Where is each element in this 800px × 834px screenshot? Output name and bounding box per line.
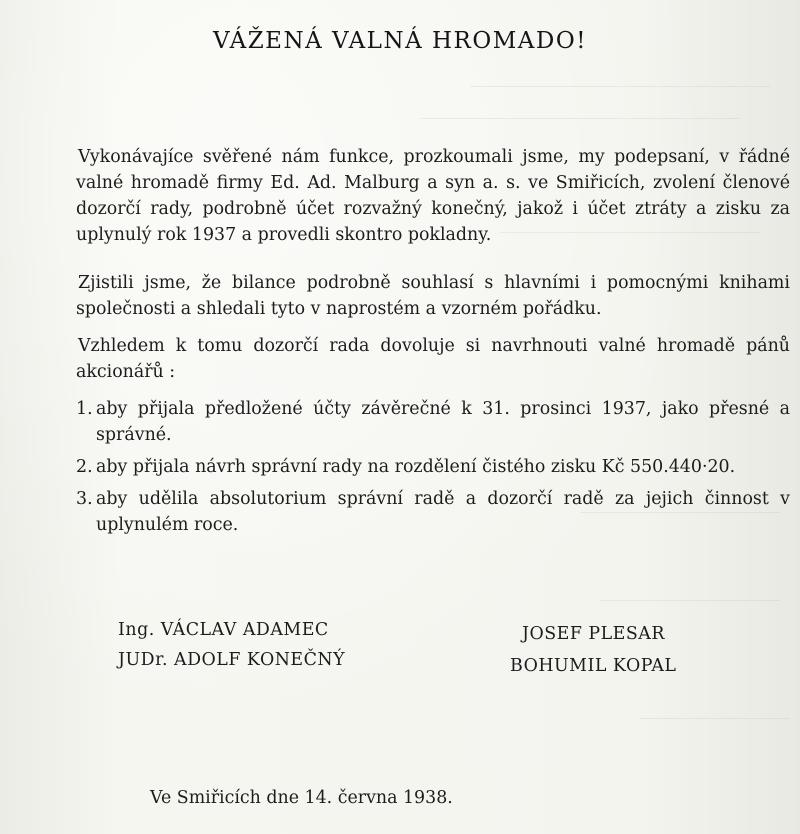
list-item-text: aby udělila absolutorium správní radě a dozorčí radě za jejich činnost v uplynulém roce. bbox=[96, 489, 790, 535]
place-and-date: Ve Smiřicích dne 14. června 1938. bbox=[150, 788, 453, 808]
list-item bbox=[76, 454, 790, 480]
list-item bbox=[76, 396, 790, 448]
list-item-text: aby přijala návrh správní rady na rozdělení čistého zisku Kč 550.440·20. bbox=[96, 457, 736, 477]
list-item-number: 1. bbox=[76, 399, 93, 419]
list-item-number: 2. bbox=[76, 457, 93, 477]
show-through-line bbox=[420, 118, 740, 119]
signature-right-2: BOHUMIL KOPAL bbox=[510, 656, 677, 676]
show-through-line bbox=[640, 718, 790, 719]
show-through-line bbox=[600, 600, 780, 601]
signature-left-2: JUDr. ADOLF KONEČNÝ bbox=[118, 650, 346, 670]
paragraph-proposal: Vzhledem k tomu dozorčí rada dovoluje si navrhnouti valné hromadě pánů akcionářů : bbox=[76, 336, 790, 382]
paragraph-examination: Vykonávajíce svěřené nám funkce, prozkoumali jsme, my podepsaní, v řádné valné hromadě firmy Ed. Ad. Malburg a syn a. s. ve Smiřicích, zvolení členové dozorčí rady, podrobně účet rozvažný konečný, jakož i účet ztráty a zisku za uplynulý rok 1937 a provedli skontro pokladny. bbox=[76, 147, 790, 245]
signature-right-1: JOSEF PLESAR bbox=[522, 624, 665, 644]
document-title: VÁŽENÁ VALNÁ HROMADO! bbox=[213, 28, 587, 54]
list-item-text: aby přijala předložené účty závěrečné k 31. prosinci 1937, jako přesné a správné. bbox=[96, 399, 790, 445]
list-item bbox=[76, 486, 790, 538]
show-through-line bbox=[470, 86, 770, 87]
signature-left-1: Ing. VÁCLAV ADAMEC bbox=[118, 620, 329, 640]
paragraph-findings: Zjistili jsme, že bilance podrobně souhlasí s hlavními i pomocnými knihami společnosti a shledali tyto v naprostém a vzorném pořádku. bbox=[76, 273, 790, 319]
proposal-list bbox=[76, 396, 790, 544]
list-item-number: 3. bbox=[76, 489, 93, 509]
